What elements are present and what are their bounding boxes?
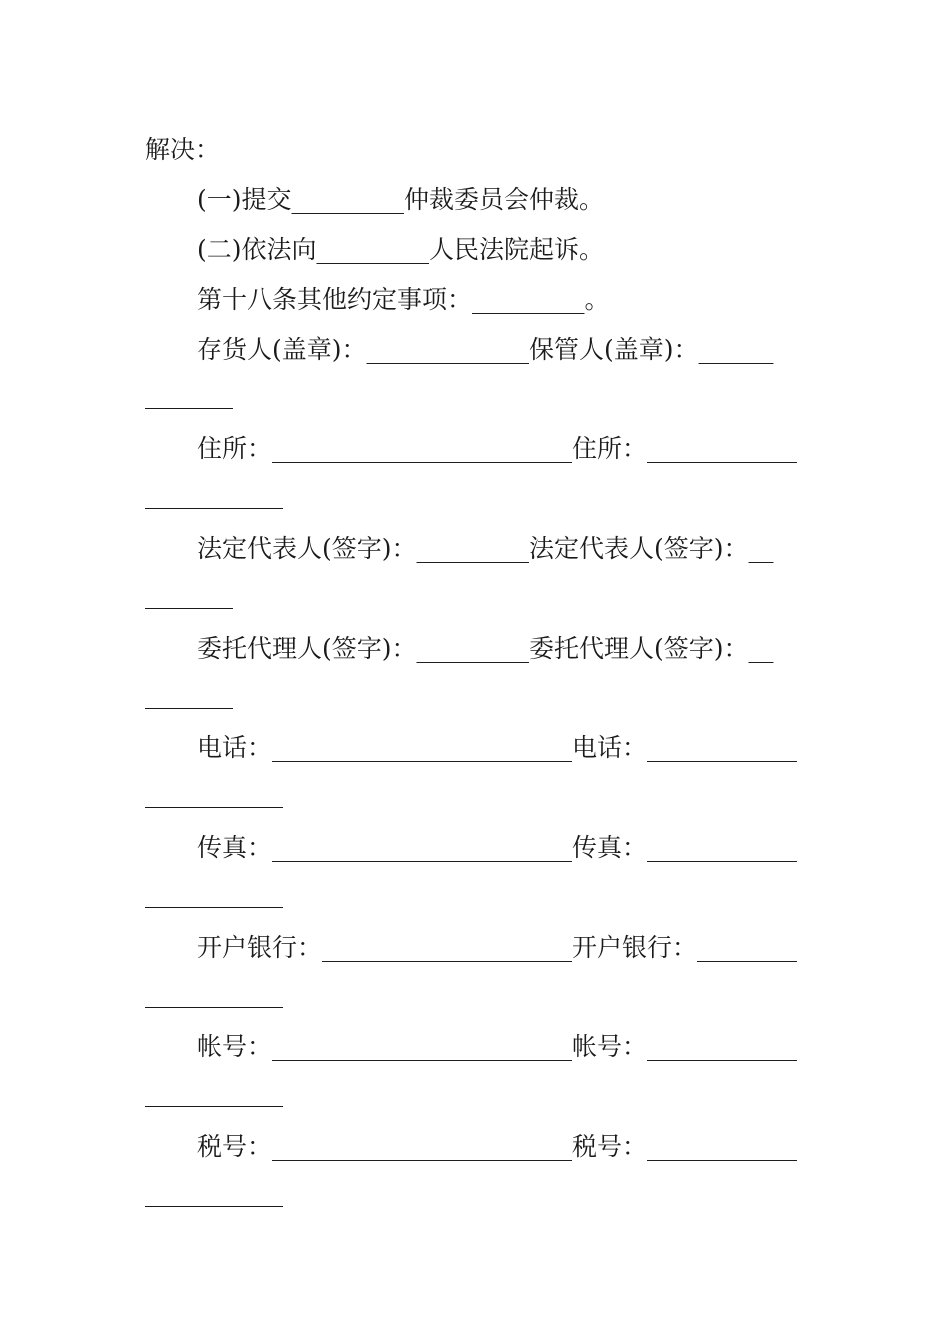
signature-line-bank: 开户银行：____________________开户银行：________ <box>197 933 798 962</box>
opening-text: 解决： <box>145 135 221 164</box>
signature-line-tax: 税号：________________________税号：____________ <box>197 1132 798 1161</box>
option-2-text: (二)依法向_________人民法院起诉。 <box>197 235 605 264</box>
continuation-blank <box>145 408 233 409</box>
signature-line-address: 住所：________________________住所：____________ <box>197 434 798 463</box>
continuation-blank <box>145 807 283 808</box>
article-18-text: 第十八条其他约定事项：_________。 <box>197 285 610 314</box>
signature-line-account: 帐号：________________________帐号：____________ <box>197 1032 798 1061</box>
continuation-blank <box>145 907 283 908</box>
signature-line-fax: 传真：________________________传真：____________ <box>197 833 798 862</box>
option-1-text: (一)提交_________仲裁委员会仲裁。 <box>197 185 605 214</box>
continuation-blank <box>145 1106 283 1107</box>
signature-line-depositor: 存货人(盖章)：_____________保管人(盖章)：______ <box>197 335 774 364</box>
continuation-blank <box>145 508 283 509</box>
continuation-blank <box>145 1007 283 1008</box>
signature-line-legal-rep: 法定代表人(签字)：_________法定代表人(签字)：__ <box>197 534 774 563</box>
continuation-blank <box>145 608 233 609</box>
continuation-blank <box>145 1206 283 1207</box>
continuation-blank <box>145 708 233 709</box>
signature-line-agent: 委托代理人(签字)：_________委托代理人(签字)：__ <box>197 634 774 663</box>
signature-line-phone: 电话：________________________电话：____________ <box>197 733 798 762</box>
